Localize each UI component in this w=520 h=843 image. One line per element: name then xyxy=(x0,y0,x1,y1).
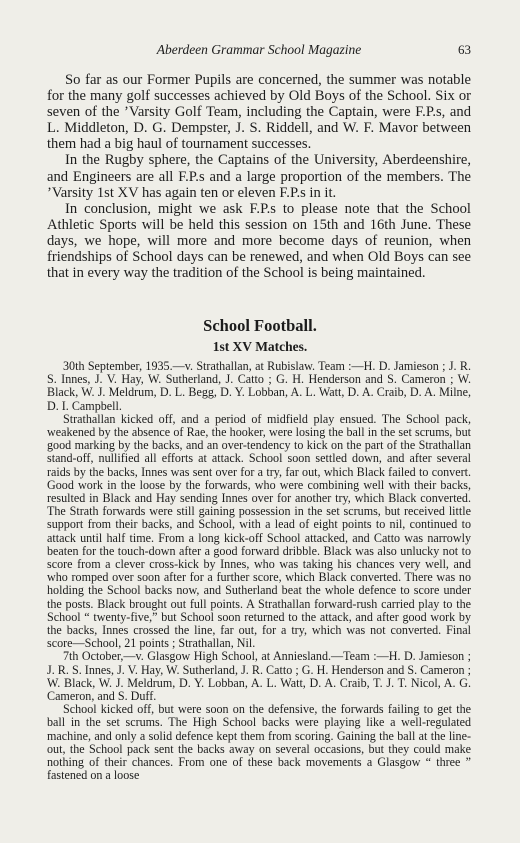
intro-paragraph: So far as our Former Pupils are concerned, the summer was notable for the many golf successes achieved by Old Boys of the School. Six or seven of the ’Varsity Golf Team, including the Captain, were F.P.s, and L. Middleton, D. G. Dempster, J. S. Riddell, and W. F. Mavor between them had a big haul of tournament successes. xyxy=(47,72,471,153)
page-header xyxy=(47,42,471,62)
running-title: Aberdeen Grammar School Magazine xyxy=(156,42,362,57)
subsection-heading: 1st XV Matches. xyxy=(212,339,308,354)
former-pupils-text xyxy=(47,72,471,281)
report-paragraph: 7th October,—v. Glasgow High School, at Anniesland.—Team :—H. D. Jamieson ; J. R. S. Innes, J. V. Hay, W. Sutherland, J. R. Catto ; G. H. Henderson and S. Cameron ; W. Black, W. J. Meldrum, D. Y. Lobban, A. L. Watt, D. A. Craib, T. J. T. Nicol, A. G. Cameron, and S. Duff. xyxy=(47,649,471,704)
report-paragraph: School kicked off, but were soon on the defensive, the forwards failing to get the ball in the set scrums. The High School backs were playing like a well-regulated machine, and only a solid defence kept them from scoring. Gaining the ball at the line-out, the School pack sent the backs away on several occasions, but they could make nothing of their chances. From one of these back movements a Glasgow “ three ” fastened on a loose xyxy=(47,702,471,783)
report-paragraph: 30th September, 1935.—v. Strathallan, at Rubislaw. Team :—H. D. Jamieson ; J. R. S. Innes, J. V. Hay, W. Sutherland, J. Catto ; G. H. Henderson and S. Cameron ; W. Black, W. J. Meldrum, D. L. Begg, D. Y. Lobban, A. L. Watt, D. A. Craib, D. A. Milne, D. I. Campbell. xyxy=(47,359,471,413)
report-paragraph: Strathallan kicked off, and a period of midfield play ensued. The School pack, weakened by the absence of Rae, the hooker, were losing the ball in the set scrums, but good marking by the backs, and an over-tendency to kick on the part of the Strathallan stand-off, nullified all efforts at attack. School soon settled down, and after several raids by the backs, Innes was sent over for a try, far out, which Black failed to convert. Good work in the loose by the forwards, who were combining well with their backs, resulted in Black and Hay sending Innes over for another try, which Black converted. The Strath forwards were still gaining possession in the set scrums, but received little support from their backs, and School, with a lead of eight points to nil, continued to attack until half time. From a long kick-off School attacked, and Catto was narrowly beaten for the touch-down after a good forward dribble. Black was also unlucky not to score from a clever cross-kick by Innes, who was taking his chances very well, and who romped over soon after for a further score, which Black converted. There was no holding the School backs now, and Sutherland beat the whole defence to score under the posts. Black brought out full points. A Strathallan forward-rush carried play to the School “ twenty-five,” but School soon returned to the attack, and after good work by the backs, Innes crossed the line, far out, for a try, which was not converted. Final score—School, 21 points ; Strathallan, Nil. xyxy=(47,411,471,651)
section-heading: School Football. xyxy=(203,316,317,335)
match-reports xyxy=(47,360,471,783)
page-number: 63 xyxy=(458,42,471,57)
intro-paragraph: In conclusion, might we ask F.P.s to please note that the School Athletic Sports will be held this session on 15th and 16th June. These days, we hope, will more and more become days of reunion, when friendships of School days can be renewed, and when Old Boys can see that in every way the tradition of the School is being maintained. xyxy=(47,200,471,282)
intro-paragraph: In the Rugby sphere, the Captains of the University, Aberdeenshire, and Engineers are all F.P.s and a large proportion of the members. The ’Varsity 1st XV has again ten or eleven F.P.s in it. xyxy=(47,152,471,201)
